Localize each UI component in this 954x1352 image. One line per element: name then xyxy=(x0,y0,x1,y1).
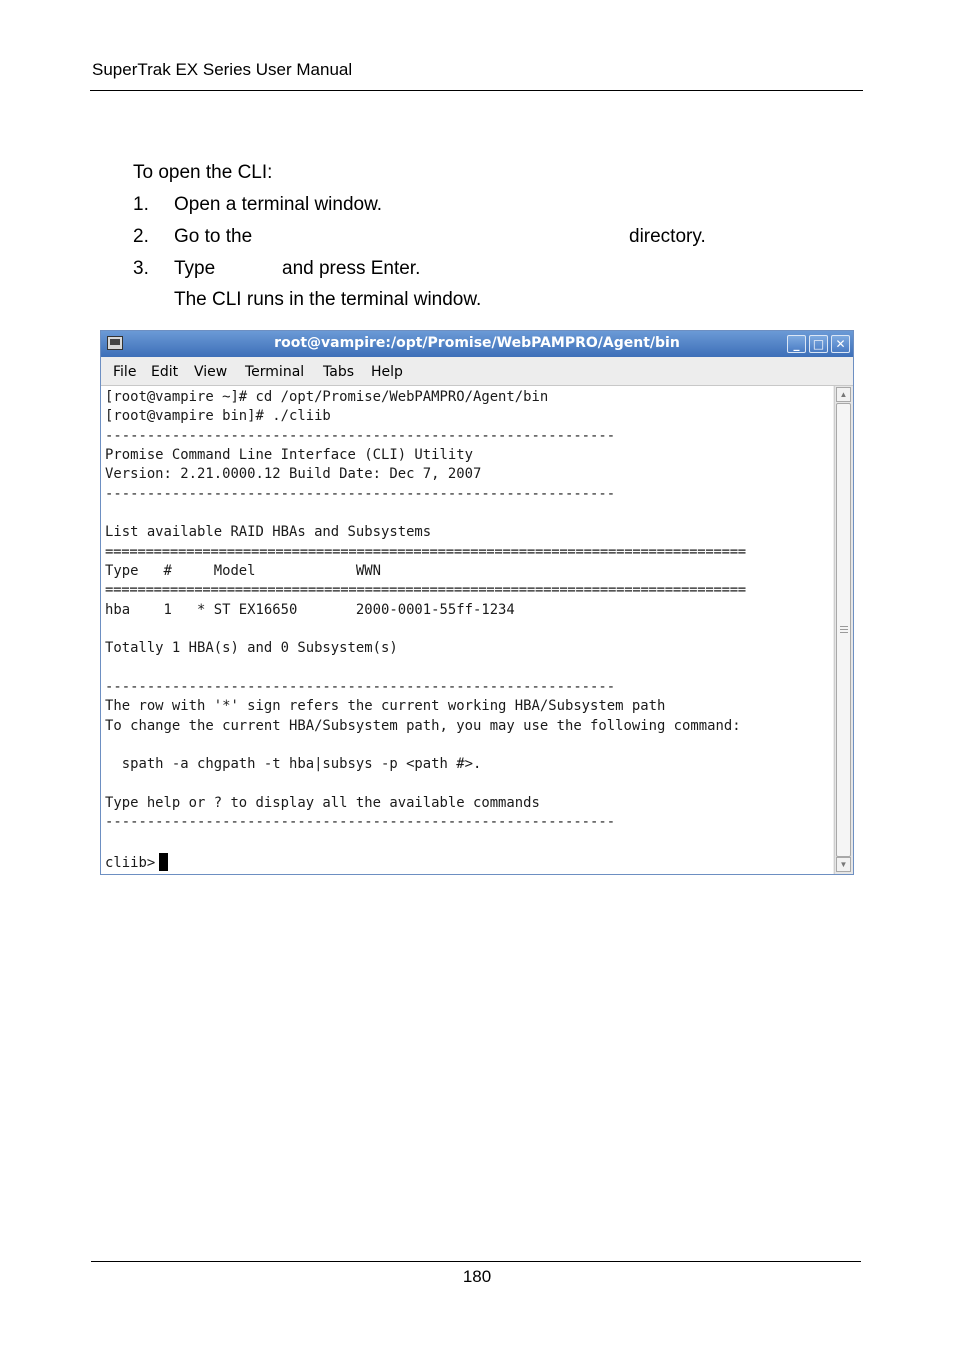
terminal-line: [root@vampire bin]# ./cliib xyxy=(105,408,331,424)
terminal-line: ------------------------------------------------------------- xyxy=(105,814,616,830)
scroll-down-arrow-icon[interactable]: ▼ xyxy=(836,857,851,872)
terminal-line: The row with '*' sign refers the current working HBA/Subsystem path xyxy=(105,698,666,714)
terminal-prompt: cliib> xyxy=(105,855,156,871)
header-rule xyxy=(90,90,863,91)
step-text: Open a terminal window. xyxy=(174,194,383,215)
terminal-line: List available RAID HBAs and Subsystems xyxy=(105,524,432,540)
menu-file[interactable]: File xyxy=(113,364,137,380)
minimize-button[interactable]: _ xyxy=(787,335,806,353)
grip-line xyxy=(840,629,848,630)
close-button[interactable]: ✕ xyxy=(831,335,850,353)
scroll-up-arrow-icon[interactable]: ▲ xyxy=(836,387,851,402)
terminal-line: spath -a chgpath -t hba|subsys -p <path #>. xyxy=(105,756,482,772)
terminal-line: To change the current HBA/Subsystem path, you may use the following command: xyxy=(105,718,741,734)
terminal-line: Type help or ? to display all the available commands xyxy=(105,795,540,811)
window-title: root@vampire:/opt/Promise/WebPAMPRO/Agent/bin xyxy=(274,335,680,351)
header-title: SuperTrak EX Series User Manual xyxy=(92,60,353,79)
terminal-prompt-line xyxy=(105,853,168,871)
menu-help[interactable]: Help xyxy=(371,364,403,380)
step-text: Go to the xyxy=(174,226,253,247)
step-trailing-text: directory. xyxy=(629,226,706,247)
page-number: 180 xyxy=(462,1267,492,1286)
window-titlebar[interactable] xyxy=(101,331,853,357)
terminal-line: [root@vampire ~]# cd /opt/Promise/WebPAMPRO/Agent/bin xyxy=(105,389,549,405)
terminal-line: ------------------------------------------------------------- xyxy=(105,486,616,502)
grip-line xyxy=(840,632,848,633)
terminal-window-screenshot xyxy=(100,330,854,875)
vertical-scrollbar[interactable] xyxy=(834,386,853,874)
terminal-output[interactable] xyxy=(101,386,833,874)
terminal-line: ------------------------------------------------------------- xyxy=(105,679,616,695)
terminal-line: Totally 1 HBA(s) and 0 Subsystem(s) xyxy=(105,640,398,656)
step-number: 1. xyxy=(133,194,149,215)
maximize-button[interactable]: □ xyxy=(809,335,828,353)
terminal-line: Version: 2.21.0000.12 Build Date: Dec 7, 2007 xyxy=(105,466,482,482)
menu-terminal[interactable]: Terminal xyxy=(245,364,305,380)
step-number: 3. xyxy=(133,258,149,279)
scroll-thumb[interactable] xyxy=(836,403,851,857)
grip-line xyxy=(840,626,848,627)
menu-tabs[interactable]: Tabs xyxy=(323,364,354,380)
terminal-line: hba 1 * ST EX16650 2000-0001-55ff-1234 xyxy=(105,602,515,618)
terminal-line: Promise Command Line Interface (CLI) Utility xyxy=(105,447,473,463)
step-note: The CLI runs in the terminal window. xyxy=(174,289,482,310)
menu-edit[interactable]: Edit xyxy=(151,364,179,380)
intro-text: To open the CLI: xyxy=(133,162,273,183)
menu-view[interactable]: View xyxy=(194,364,228,380)
menu-bar xyxy=(101,359,853,386)
footer-rule xyxy=(91,1261,861,1262)
terminal-line: =============================================================================== xyxy=(105,544,746,560)
terminal-line: ------------------------------------------------------------- xyxy=(105,428,616,444)
terminal-line: Type # Model WWN xyxy=(105,563,381,579)
step-text: Type xyxy=(174,258,216,279)
step-trailing-text: and press Enter. xyxy=(282,258,421,279)
terminal-line: =============================================================================== xyxy=(105,582,746,598)
step-number: 2. xyxy=(133,226,149,247)
text-cursor xyxy=(159,853,168,871)
